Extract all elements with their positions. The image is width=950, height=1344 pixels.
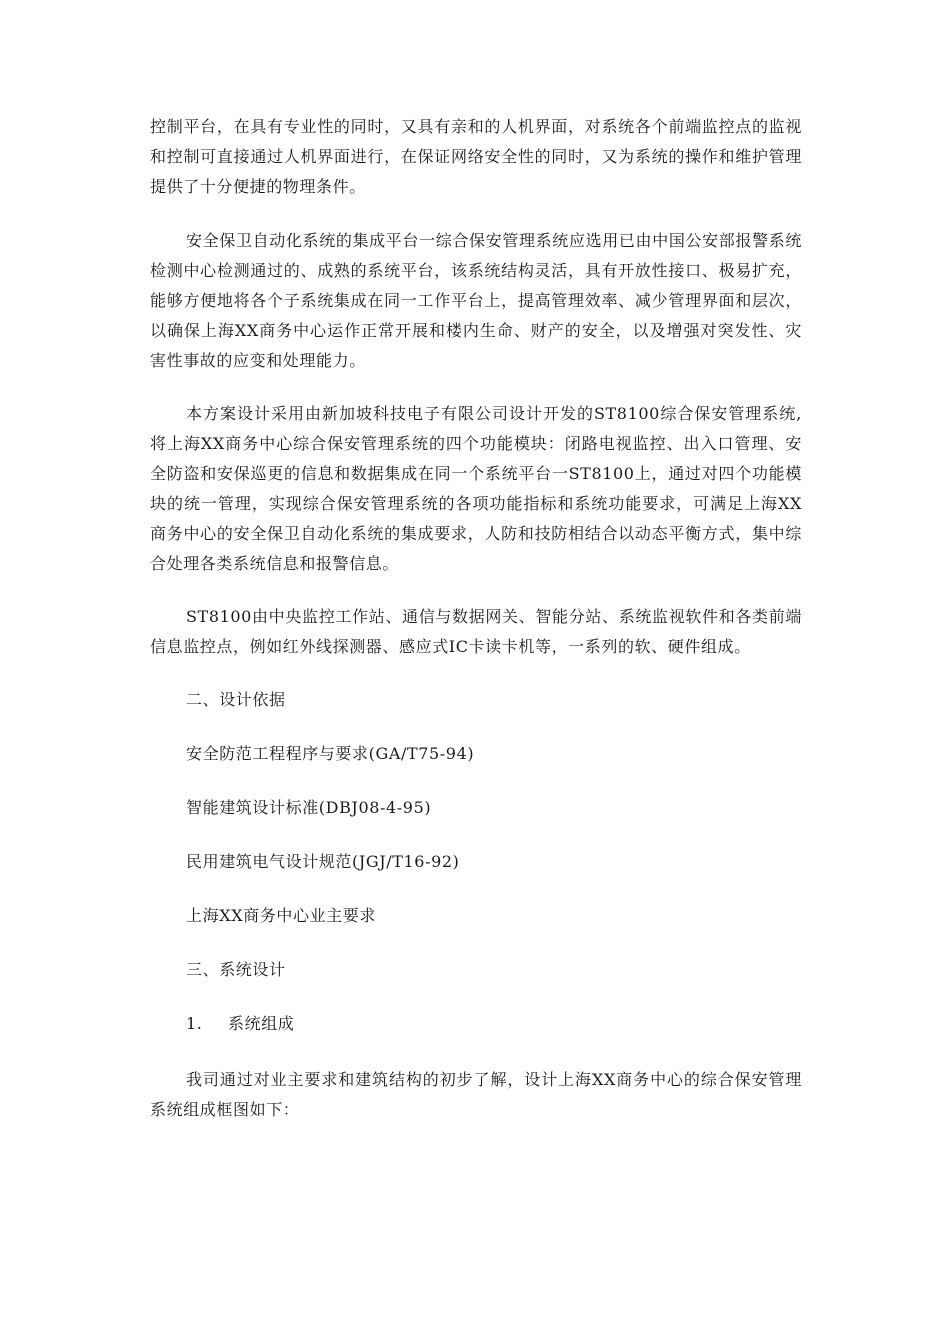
design-basis-item-4: 上海XX商务中心业主要求 — [186, 906, 376, 925]
section-heading-design-basis: 二、设计依据 — [186, 690, 286, 709]
section-heading-system-design: 三、系统设计 — [186, 960, 286, 979]
paragraph-control-platform: 控制平台，在具有专业性的同时，又具有亲和的人机界面，对系统各个前端监控点的监视和控制可直接通过人机界面进行，在保证网络安全性的同时，又为系统的操作和维护管理提供了十分便捷的物理条件。 — [150, 117, 802, 196]
paragraph-block-diagram-intro: 我司通过对业主要求和建筑结构的初步了解，设计上海XX商务中心的综合保安管理系统组成框图如下： — [150, 1070, 802, 1119]
design-basis-item-2: 智能建筑设计标准(DBJ08-4-95) — [186, 798, 432, 817]
subsection-system-composition — [186, 1009, 294, 1039]
paragraph-st8100-components: ST8100由中央监控工作站、通信与数据网关、智能分站、系统监视软件和各类前端信息监控点，例如红外线探测器、感应式IC卡读卡机等，一系列的软、硬件组成。 — [150, 607, 802, 656]
design-basis-item-3: 民用建筑电气设计规范(JGJ/T16-92) — [186, 852, 460, 871]
paragraph-st8100-design: 本方案设计采用由新加坡科技电子有限公司设计开发的ST8100综合保安管理系统,将上海XX商务中心综合保安管理系统的四个功能模块：闭路电视监控、出入口管理、安全防盗和安保巡更的信息和数据集成在同一个系统平台一ST8100上，通过对四个功能模块的统一管理，实现综合保安管理系统的各项功能指标和系统功能要求，可满足上海XX商务中心的安全保卫自动化系统的集成要求，人防和技防相结合以动态平衡方式，集中综合处理各类系统信息和报警信息。 — [150, 404, 802, 573]
subsection-number: 1. — [186, 1014, 203, 1033]
paragraph-integration-platform: 安全保卫自动化系统的集成平台一综合保安管理系统应选用已由中国公安部报警系统检测中心检测通过的、成熟的系统平台，该系统结构灵活，具有开放性接口、极易扩充，能够方便地将各个子系统集成在同一工作平台上，提高管理效率、减少管理界面和层次，以确保上海XX商务中心运作正常开展和楼内生命、财产的安全，以及增强对突发性、灾害性事故的应变和处理能力。 — [150, 231, 802, 370]
design-basis-item-1: 安全防范工程程序与要求(GA/T75-94) — [186, 744, 475, 763]
subsection-title: 系统组成 — [228, 1014, 295, 1033]
